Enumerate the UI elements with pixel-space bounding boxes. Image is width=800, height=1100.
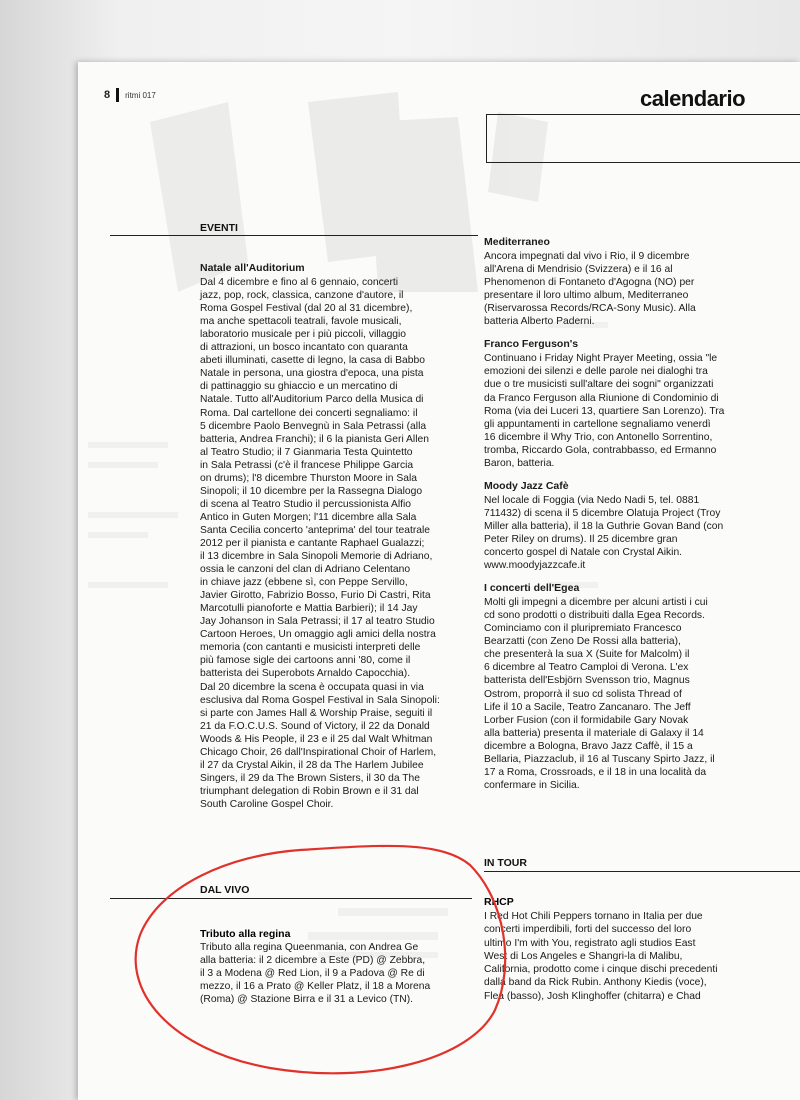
- text-line: il 27 da Crystal Aikin, il 28 da The Harlem Jubilee: [200, 759, 424, 771]
- header-divider: [116, 88, 119, 102]
- text-line: di pattinaggio su ghiaccio e un mercatino di: [200, 381, 398, 393]
- text-line: abeti illuminati, casette di legno, la casa di Babbo: [200, 355, 425, 367]
- text-line: Peter Riley on drums). Il 25 dicembre gran: [484, 533, 678, 545]
- text-line: Roma Gospel Festival (dal 20 al 31 dicembre),: [200, 303, 413, 315]
- text-line: Cartoon Heroes, Un omaggio agli amici della nostra: [200, 629, 436, 641]
- text-line: alla batteria) presenta il materiale di Galaxy il 14: [484, 727, 704, 739]
- text-line: jazz, pop, rock, classica, canzone d'autore, il: [200, 290, 404, 302]
- text-line: alla batteria: il 2 dicembre a Este (PD) @ Zebbra,: [200, 955, 426, 967]
- text-line: di scena al Teatro Studio il percussionista Alfio: [200, 498, 412, 510]
- rhcp-body: [484, 910, 746, 1003]
- text-line: gli appuntamenti in cartellone segnaliamo venerdì: [484, 418, 711, 430]
- text-line: 2012 per il pianista e cantante Raphael Gualazzi;: [200, 537, 425, 549]
- text-line: Jay Johanson in Sala Petrassi; il 17 al teatro Studio: [200, 616, 435, 628]
- text-line: Phenomenon di Fontaneto d'Agogna (NO) per: [484, 277, 695, 289]
- text-line: 16 dicembre il Why Trio, con Antonello Sorrentino,: [484, 431, 713, 443]
- text-line: Bellaria, Piazzaclub, il 16 al Tuscany Spirto Jazz, il: [484, 753, 715, 765]
- text-line: Nel locale di Foggia (via Nedo Nadi 5, tel. 0881: [484, 494, 700, 506]
- text-line: dicembre a Bologna, Bravo Jazz Caffè, il 15 a: [484, 740, 693, 752]
- text-line: West di Los Angeles e Shangri-la di Malibu,: [484, 950, 683, 962]
- eventi-rule: [110, 235, 478, 236]
- text-line: California, prodotto come i cinque dischi precedenti: [484, 964, 718, 976]
- mediterraneo-body: [484, 250, 746, 328]
- text-line: batteria, Andrea Franchi); il 6 la pianista Geri Allen: [200, 433, 429, 445]
- text-line: confermare in Sicilia.: [484, 779, 580, 791]
- text-line: Ostrom, proporrà il suo cd solista Thread of: [484, 688, 682, 700]
- in-tour-label: IN TOUR: [484, 857, 527, 869]
- text-line: Dal 20 dicembre la scena è occupata quasi in via: [200, 681, 424, 693]
- text-line: Marcotulli pianoforte e Mattia Barbieri); il 14 Jay: [200, 603, 418, 615]
- natale-body: [200, 276, 474, 811]
- text-line: Antico in Guten Morgen; l'11 dicembre alla Sala: [200, 511, 417, 523]
- text-line: Sinopoli; il 10 dicembre per la Rassegna Dialogo: [200, 485, 423, 497]
- text-line: all'Arena di Mendrisio (Svizzera) e il 16 al: [484, 264, 673, 276]
- right-column: [484, 236, 746, 792]
- text-line: si parte con James Hall & Worship Praise, seguiti il: [200, 707, 433, 719]
- text-line: Javier Girotto, Fabrizio Bosso, Furio Di Castri, Rita: [200, 590, 431, 602]
- title-rule: [486, 114, 800, 115]
- text-line: 5 dicembre Paolo Benvegnù in Sala Petrassi (alla: [200, 420, 427, 432]
- text-line: memoria (con cantanti e musicisti interpreti delle: [200, 642, 421, 654]
- text-line: presentare il loro ultimo album, Mediterraneo: [484, 290, 689, 302]
- moody-jazz-title: Moody Jazz Cafè: [484, 479, 569, 492]
- text-line: concerto gospel di Natale con Crystal Aikin.: [484, 547, 683, 559]
- tributo-title: Tributo alla regina: [200, 928, 291, 940]
- text-line: 17 a Roma, Crossroads, e il 18 in una località da: [484, 766, 707, 778]
- text-line: il 3 a Modena @ Red Lion, il 9 a Padova @ Re di: [200, 968, 425, 980]
- text-line: Ancora impegnati dal vivo i Rio, il 9 dicembre: [484, 251, 690, 263]
- section-title: calendario: [640, 86, 746, 111]
- text-line: al Teatro Studio; il 7 Gianmaria Testa Quintetto: [200, 446, 413, 458]
- text-line: 21 da F.O.C.U.S. Sound of Victory, il 22 da Donald: [200, 720, 430, 732]
- text-line: Chicago Choir, 26 dall'Inspirational Choir of Harlem,: [200, 746, 437, 758]
- text-line: Baron, batteria.: [484, 457, 555, 469]
- text-line: esclusiva dal Roma Gospel Festival in Sala Sinopoli:: [200, 694, 440, 706]
- text-line: www.moodyjazzcafe.it: [484, 560, 586, 572]
- text-line: Santa Cecilia concerto 'anteprima' del tour teatrale: [200, 524, 431, 536]
- text-line: batterista dei Superobots Arnaldo Capocchia).: [200, 668, 411, 680]
- text-line: Miller alla batteria), il 18 la Guthrie Govan Band (con: [484, 520, 724, 532]
- left-column: [200, 262, 474, 811]
- text-line: concerti imperdibili, forti del successo del loro: [484, 924, 692, 936]
- text-line: Life il 10 a Sacile, Teatro Zancanaro. The Jeff: [484, 701, 691, 713]
- text-line: Flea (basso), Josh Klinghoffer (chitarra) e Chad: [484, 990, 701, 1002]
- text-line: (Riservarossa Records/RCA-Sony Music). Alla: [484, 303, 696, 315]
- text-line: Natale in persona, una giostra d'epoca, una pista: [200, 368, 424, 380]
- text-line: Lorber Fusion (con il formidabile Gary Novak: [484, 714, 689, 726]
- text-line: Roma. Dal cartellone dei concerti segnaliamo: il: [200, 407, 418, 419]
- text-line: Cominciamo con il pluripremiato Francesco: [484, 623, 682, 635]
- text-line: Continuano i Friday Night Prayer Meeting, ossia "le: [484, 353, 718, 365]
- page-number: 8: [104, 89, 111, 101]
- text-line: di attrazioni, un bosco incantato con quaranta: [200, 342, 408, 354]
- rhcp-title: RHCP: [484, 896, 514, 908]
- tributo-body: [200, 941, 470, 1006]
- text-line: ossia le canzoni del clan di Adriano Celentano: [200, 564, 411, 576]
- text-line: mezzo, il 16 a Prato @ Keller Platz, il 18 a Morena: [200, 981, 431, 993]
- dal-vivo-rule: [110, 898, 472, 899]
- text-line: il 13 dicembre in Sala Sinopoli Memorie di Adriano,: [200, 551, 433, 563]
- in-tour-rule: [484, 871, 800, 872]
- text-line: Tributo alla regina Queenmania, con Andrea Ge: [200, 942, 419, 953]
- text-line: South Caroline Gospel Choir.: [200, 798, 334, 810]
- text-line: laboratorio musicale per i più piccoli, villaggio: [200, 329, 407, 341]
- title-bottom-rule: [486, 162, 800, 163]
- text-line: Molti gli impegni a dicembre per alcuni artisti i cui: [484, 597, 708, 609]
- text-line: on drums); l'8 dicembre Thurston Moore in Sala: [200, 472, 417, 484]
- text-line: cd sono prodotti o distribuiti dalla Egea Records.: [484, 610, 705, 622]
- text-line: tromba, Riccardo Gola, contrabbasso, ed Ermanno: [484, 444, 717, 456]
- text-line: I Red Hot Chili Peppers tornano in Italia per due: [484, 911, 703, 922]
- text-line: Natale. Tutto all'Auditorium Parco della Musica di: [200, 394, 424, 406]
- mediterraneo-title: Mediterraneo: [484, 236, 550, 248]
- moody-jazz-body: [484, 494, 746, 572]
- text-line: in chiave jazz (ebbene sì, con Peppe Servillo,: [200, 577, 408, 589]
- text-line: batterista dell'Esbjörn Svensson trio, Magnus: [484, 675, 690, 687]
- egea-title: I concerti dell'Egea: [484, 582, 580, 595]
- text-line: che presenterà la sua X (Suite for Malcolm) il: [484, 649, 690, 661]
- text-line: Dal 4 dicembre e fino al 6 gennaio, concerti: [200, 277, 399, 289]
- magazine-name: ritmi 017: [125, 90, 156, 100]
- title-vertical-rule: [486, 114, 487, 162]
- text-line: Woods & His People, il 23 e il 25 dal Walt Whitman: [200, 733, 433, 745]
- text-line: da Franco Ferguson alla Riunione di Condominio di: [484, 392, 719, 404]
- text-line: emozioni dei silenzi e delle parole nei dialoghi tra: [484, 366, 708, 378]
- text-line: ma anche spettacoli teatrali, favole musicali,: [200, 316, 402, 328]
- text-line: Roma (via dei Luceri 13, quartiere San Lorenzo). Tra: [484, 405, 725, 417]
- text-line: Singers, il 29 da The Brown Sisters, il 30 da The: [200, 772, 420, 784]
- text-line: batteria Alberto Paderni.: [484, 316, 595, 328]
- text-line: più famose sigle dei cartoons anni '80, come il: [200, 655, 411, 667]
- eventi-label: EVENTI: [200, 222, 238, 234]
- egea-body: [484, 596, 746, 792]
- text-line: triumphant delegation di Robin Brown e il 31 dal: [200, 785, 419, 797]
- text-line: (Roma) @ Stazione Birra e il 31 a Levico (TN).: [200, 994, 414, 1006]
- text-line: ultimo I'm with You, registrato agli studios East: [484, 937, 696, 949]
- text-line: 6 dicembre al Teatro Camploi di Verona. L'ex: [484, 662, 689, 674]
- dal-vivo-label: DAL VIVO: [200, 884, 250, 896]
- text-line: due o tre musicisti sull'altare dei sogni" organizzati: [484, 379, 714, 391]
- text-line: in Sala Petrassi (c'è il francese Philippe Garcia: [200, 459, 414, 471]
- page-header: [104, 88, 156, 102]
- text-line: 711432) di scena il 5 dicembre Olatuja Project (Troy: [484, 507, 721, 519]
- franco-ferguson-body: [484, 352, 746, 469]
- text-line: dalla band da Rick Rubin. Anthony Kiedis (voce),: [484, 977, 707, 989]
- text-line: Bearzatti (con Zeno De Rossi alla batteria),: [484, 636, 681, 648]
- natale-title: Natale all'Auditorium: [200, 262, 305, 274]
- franco-ferguson-title: Franco Ferguson's: [484, 338, 579, 351]
